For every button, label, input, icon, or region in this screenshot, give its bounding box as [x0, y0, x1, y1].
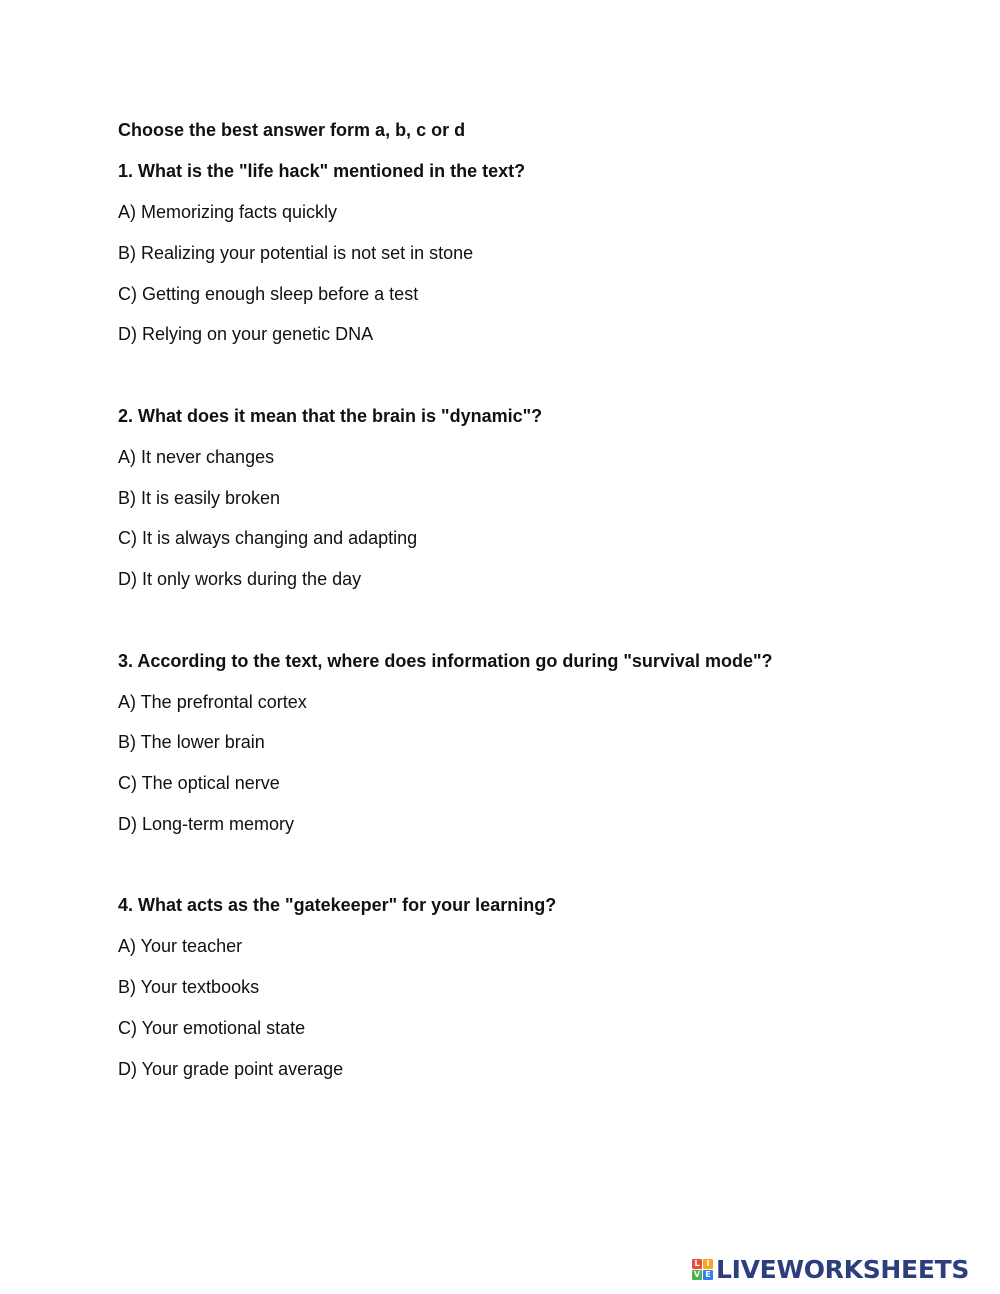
answer-option[interactable]: C) Getting enough sleep before a test	[118, 284, 419, 304]
logo-text: LIVEWORKSHEETS	[716, 1254, 970, 1284]
logo-mark-icon	[692, 1259, 713, 1280]
answer-option[interactable]: D) It only works during the day	[118, 569, 362, 589]
logo-mark-letter: V	[693, 1269, 701, 1279]
answer-option[interactable]: A) Memorizing facts quickly	[118, 202, 338, 222]
logo-mark-letter: L	[692, 1259, 702, 1269]
question-text: 3. According to the text, where does information go during "survival mode"?	[118, 651, 773, 671]
instructions: Choose the best answer form a, b, c or d	[118, 120, 466, 140]
logo-mark-letter: I	[703, 1259, 713, 1269]
answer-option[interactable]: D) Relying on your genetic DNA	[118, 324, 374, 344]
answer-option[interactable]: D) Long-term memory	[118, 814, 295, 834]
answer-option[interactable]: B) Your textbooks	[118, 977, 260, 997]
answer-option[interactable]: B) Realizing your potential is not set in stone	[118, 243, 474, 263]
answer-option[interactable]: D) Your grade point average	[118, 1059, 344, 1079]
answer-option[interactable]: C) It is always changing and adapting	[118, 528, 418, 548]
liveworksheets-logo	[692, 1254, 969, 1284]
question-text: 1. What is the "life hack" mentioned in the text?	[118, 161, 526, 181]
question-text: 4. What acts as the "gatekeeper" for your learning?	[118, 895, 557, 915]
question-text: 2. What does it mean that the brain is "dynamic"?	[118, 406, 543, 426]
answer-option[interactable]: A) It never changes	[118, 447, 275, 467]
answer-option[interactable]: B) It is easily broken	[118, 488, 281, 508]
answer-option[interactable]: A) The prefrontal cortex	[118, 692, 307, 712]
answer-option[interactable]: B) The lower brain	[118, 732, 265, 752]
answer-option[interactable]: C) The optical nerve	[118, 773, 280, 793]
logo-mark-letter: E	[703, 1270, 713, 1280]
answer-option[interactable]: A) Your teacher	[118, 936, 243, 956]
answer-option[interactable]: C) Your emotional state	[118, 1018, 306, 1038]
